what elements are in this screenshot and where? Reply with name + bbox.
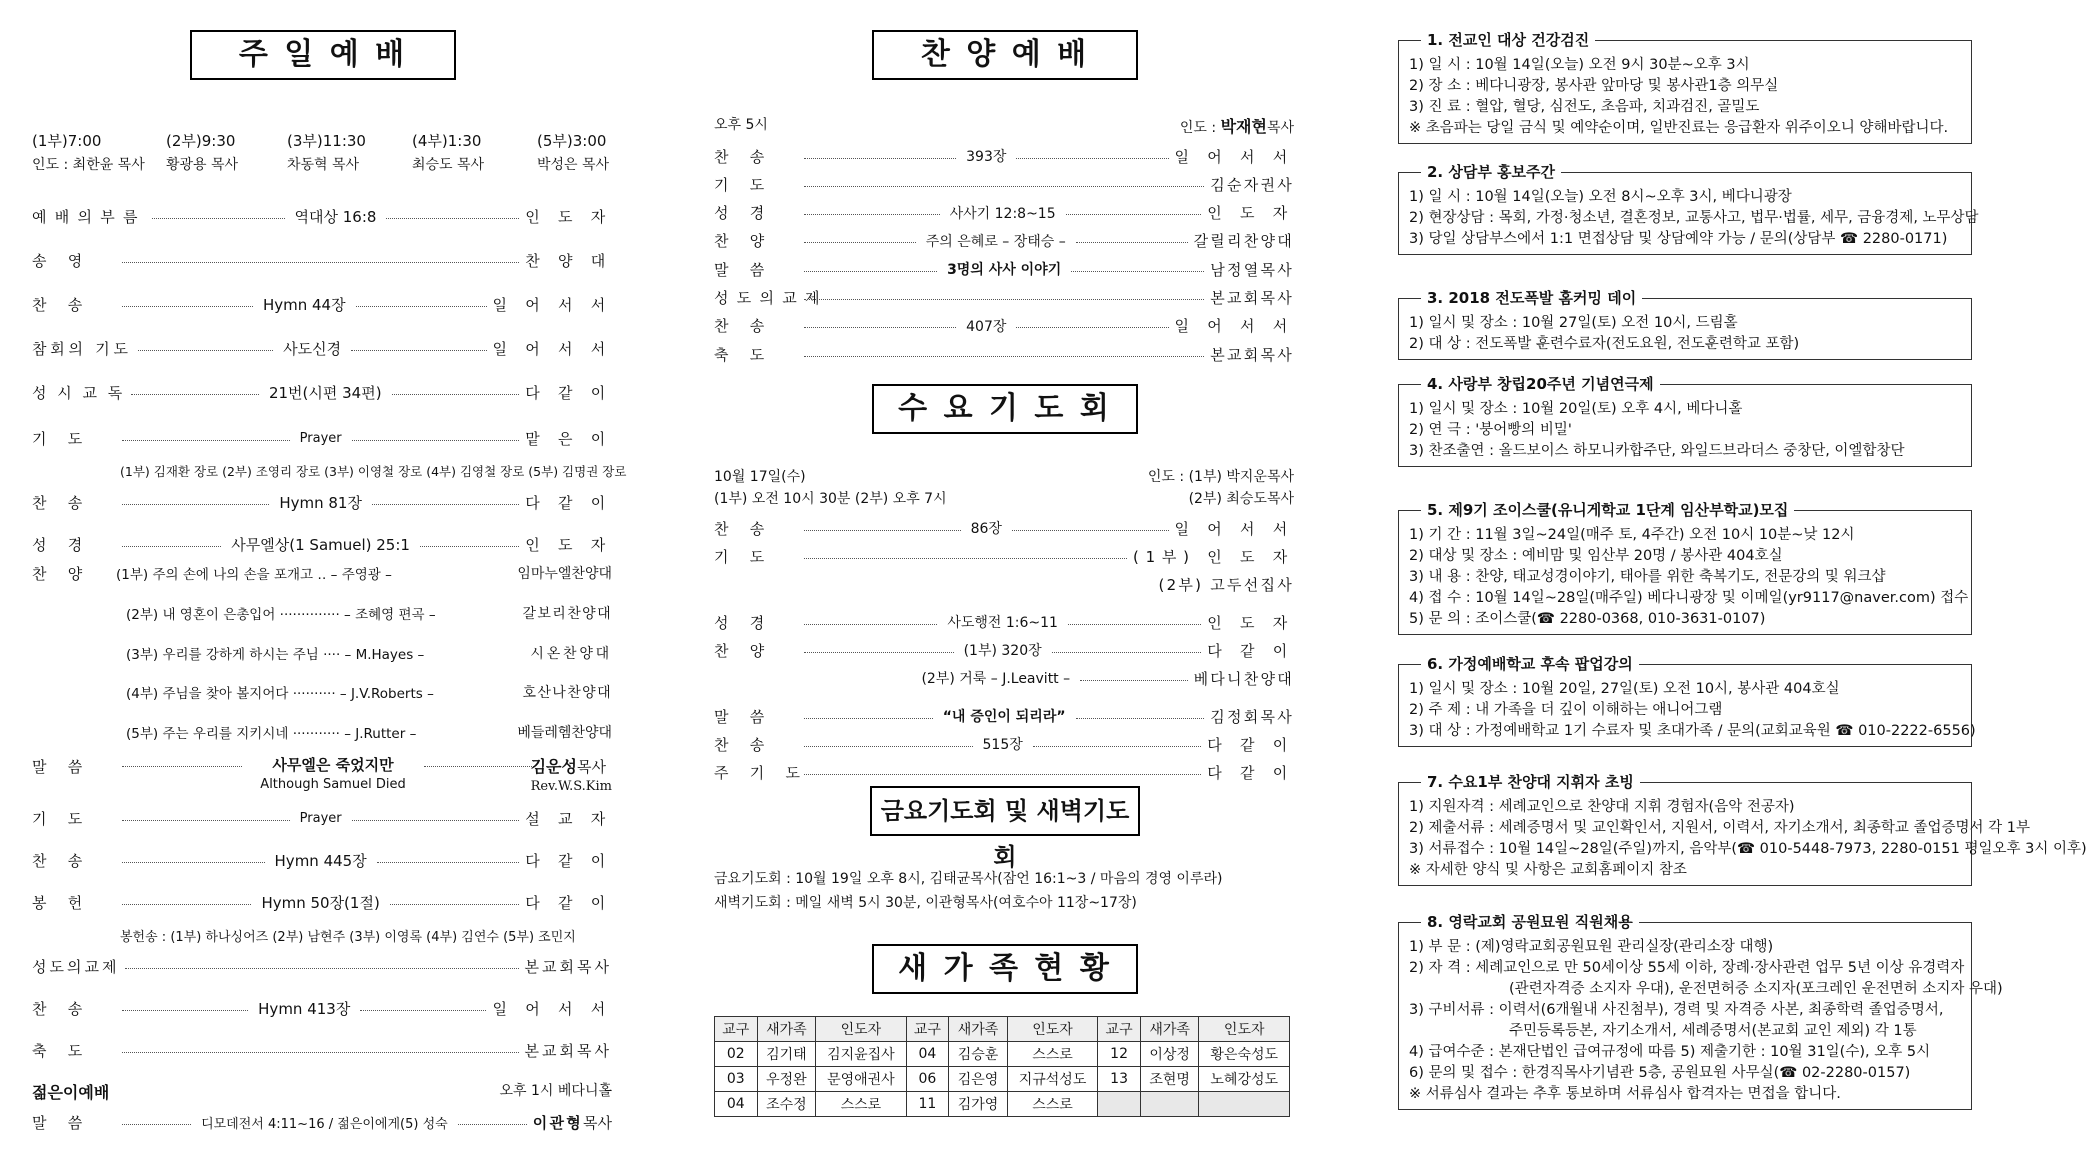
notice-line: 1) 부 문 : (제)영락교회공원묘원 관리실장(관리소장 대행) [1409, 939, 1774, 955]
order-label: 찬 송 [32, 295, 91, 314]
order-row [32, 492, 612, 512]
order-label: 찬 송 [714, 735, 773, 754]
order-role: 일 어 서 서 [492, 999, 612, 1018]
table-cell: 11 [906, 1092, 949, 1117]
praise-title: 찬 양 예 배 [872, 30, 1138, 80]
notice-box [1398, 773, 2087, 886]
order-item: Hymn 445장 [271, 850, 371, 871]
notice-line: ※ 초음파는 당일 금식 및 예약순이며, 일반진료는 응급환자 위주이오니 양해바랍니다. [1409, 120, 1949, 136]
notice-line: 4) 급여수준 : 본재단법인 급여규정에 따름 5) 제출기한 : 10월 31일(수), 오후 5시 [1409, 1044, 1931, 1060]
order-item: 393장 [962, 146, 1010, 166]
order-label: 찬 송 [32, 851, 91, 870]
table-row [715, 1067, 1290, 1092]
column-header: 인도자 [1199, 1017, 1290, 1042]
order-item: 사사기 12:8~15 [946, 203, 1060, 223]
order-item: (1부) 320장 [960, 640, 1046, 660]
notice-box [1398, 289, 1972, 360]
table-cell: 우정완 [757, 1067, 816, 1092]
notice-box [1398, 163, 1979, 255]
table-cell: 이상정 [1140, 1042, 1199, 1067]
order-row [714, 518, 1294, 538]
order-row [32, 850, 612, 870]
order-row [32, 998, 612, 1018]
order-item: Prayer [296, 811, 346, 826]
order-item: 515장 [979, 734, 1027, 754]
choir: 갈보리찬양대 [522, 606, 612, 622]
order-item: 사무엘상(1 Samuel) 25:1 [227, 534, 414, 555]
order-row [714, 231, 1294, 251]
order-row [32, 428, 612, 448]
order-role: 일 어 서 서 [1174, 519, 1295, 538]
order-item: (2부) 거룩 – J.Leavitt – [917, 668, 1074, 688]
table-cell: 조수정 [757, 1092, 816, 1117]
column-header: 인도자 [816, 1017, 907, 1042]
order-row [714, 203, 1294, 223]
order-role: 본교회목사 [524, 957, 612, 976]
notice-line: 3) 구비서류 : 이력서(6개월내 사진첨부), 경력 및 자격증 사본, 최종학력 졸업증명서, [1409, 1002, 1944, 1018]
offering-note: 봉헌송 : (1부) 하나싱어즈 (2부) 남현주 (3부) 이영록 (4부) 김연수 (5부) 조민지 [120, 930, 576, 945]
order-row [714, 574, 1294, 594]
order-row [714, 762, 1294, 782]
notice-box [1398, 913, 2003, 1110]
order-role: 일 어 서 서 [1174, 147, 1295, 166]
order-role: 찬 양 대 [525, 251, 612, 270]
order-row [32, 250, 612, 270]
praise-leader-suffix: 목사 [1266, 120, 1294, 136]
order-role: 맡 은 이 [525, 429, 613, 448]
column-header: 새가족 [757, 1017, 816, 1042]
order-role: 김정회목사 [1210, 707, 1294, 726]
order-role: 인 도 자 [525, 207, 612, 226]
notice-line: 2) 제출서류 : 세례증명서 및 교인확인서, 지원서, 이력서, 자기소개서, 최종학교 졸업증명서 각 1부 [1409, 820, 2030, 836]
praise-leader: 박재현 [1220, 117, 1267, 136]
notice-line: 1) 일시 및 장소 : 10월 27일(토) 오전 10시, 드림홀 [1409, 315, 1738, 331]
order-role: 일 어 서 서 [492, 295, 613, 314]
anthem-title: (3부) 우리를 강하게 하시는 주님 ···· – M.Hayes – [126, 647, 425, 663]
sermon-title: 사무엘은 죽었지만 [272, 756, 394, 774]
table-cell: 03 [715, 1067, 758, 1092]
order-role: 본교회목사 [1210, 345, 1294, 364]
order-item: 21번(시편 34편) [265, 382, 386, 403]
order-label: 주 기 도 [714, 763, 809, 782]
order-row [32, 892, 612, 912]
order-label: 찬 송 [714, 147, 773, 166]
service-leader: 차동혁 목사 [287, 157, 360, 173]
order-item: Hymn 44장 [259, 294, 350, 315]
order-row [714, 146, 1294, 166]
choir: 시온찬양대 [530, 646, 612, 662]
youth-title: 젊은이예배 [32, 1083, 110, 1102]
order-label: 찬 송 [32, 493, 91, 512]
sermon-dots [122, 766, 242, 767]
order-label: 봉 헌 [32, 893, 91, 912]
order-row [714, 316, 1294, 336]
friday-line: 금요기도회 : 10월 19일 오후 8시, 김태균목사(잠언 16:1~3 / 마음의 경영 이루라) [714, 871, 1223, 887]
notice-box [1398, 31, 1972, 144]
order-label: 송 영 [32, 251, 91, 270]
praise-leader-prefix: 인도 : [1179, 120, 1217, 136]
choir: 베들레헴찬양대 [517, 725, 612, 741]
order-row [32, 294, 612, 314]
table-cell: 12 [1098, 1042, 1141, 1067]
order-row [32, 534, 612, 554]
table-cell: 김기태 [757, 1042, 816, 1067]
notice-line: 1) 기 간 : 11월 3일~24일(매주 토, 4주간) 오전 10시 10분~낮 12시 [1409, 527, 1855, 543]
notice-box [1398, 501, 1972, 635]
order-label: 성도의교제 [714, 289, 828, 307]
table-cell [1199, 1092, 1290, 1117]
youth-suffix: 목사 [583, 1113, 612, 1132]
order-label: 찬 송 [714, 317, 773, 336]
order-row [714, 734, 1294, 754]
order-item: 사도신경 [279, 338, 345, 359]
table-cell: 06 [906, 1067, 949, 1092]
notice-line: 주민등록등본, 자기소개서, 세례증명서(본교회 교인 제외) 각 1통 [1509, 1023, 1917, 1039]
table-cell: 김승훈 [949, 1042, 1008, 1067]
notice-line: 2) 대 상 : 전도폭발 훈련수료자(전도요원, 전도훈련학교 포함) [1409, 336, 1800, 352]
notice-title: 6. 가정예배학교 후속 팝업강의 [1421, 653, 1639, 674]
table-cell [1098, 1092, 1141, 1117]
order-label: 참회의 기도 [32, 339, 132, 358]
sermon-subtitle: Although Samuel Died [260, 777, 406, 792]
order-item: Hymn 413장 [254, 998, 354, 1019]
order-label: 기 도 [32, 429, 91, 448]
order-role: 인 도 자 [525, 535, 613, 554]
table-cell: 04 [906, 1042, 949, 1067]
order-row [32, 206, 612, 226]
order-row [32, 956, 612, 976]
order-row [714, 612, 1294, 632]
notice-line: 5) 문 의 : 조이스쿨(☎ 2280-0368, 010-3631-0107) [1409, 611, 1766, 627]
table-cell: 김지윤집사 [816, 1042, 907, 1067]
wednesday-leader-2: (2부) 최승도목사 [1188, 491, 1294, 507]
anthem-title: (1부) 주의 손에 나의 손을 포개고 ‥ – 주영광 – [116, 567, 392, 583]
choir: 호산나찬양대 [522, 685, 612, 701]
sunday-title: 주 일 예 배 [190, 30, 456, 80]
order-role: (1부) 인 도 자 [1132, 547, 1294, 566]
service-time: (1부)7:00 [32, 132, 102, 150]
order-role: 본교회목사 [1210, 289, 1294, 307]
order-label: 찬 송 [714, 519, 773, 538]
notice-line: 2) 현장상담 : 목회, 가정·청소년, 결혼정보, 교통사고, 법무·법률, 세무, 금융경제, 노무상담 [1409, 210, 1979, 226]
table-cell: 스스로 [816, 1092, 907, 1117]
sermon-row [32, 756, 612, 796]
newfamily-table [714, 1016, 1290, 1117]
order-role: 인 도 자 [1207, 204, 1294, 223]
notice-title: 1. 전교인 대상 건강검진 [1421, 29, 1595, 50]
preacher-suffix: 목사 [576, 758, 606, 776]
order-role: 다 같 이 [1207, 735, 1295, 754]
order-role: 다 같 이 [1207, 763, 1294, 782]
order-label: 성도의교제 [32, 957, 120, 976]
column-header: 새가족 [949, 1017, 1008, 1042]
notice-line: 3) 서류접수 : 10월 14일~28일(주일)까지, 음악부(☎ 010-5448-7973, 2280-0151 평일오후 3시 이후) [1409, 841, 2087, 857]
order-row [714, 288, 1294, 308]
choir: 임마누엘찬양대 [517, 566, 612, 582]
table-cell: 지규석성도 [1007, 1067, 1098, 1092]
order-label: 말 씀 [714, 260, 773, 279]
order-label: 성 경 [714, 204, 773, 223]
service-leader: 인도 : 최한윤 목사 [32, 157, 145, 173]
notice-line: 2) 주 제 : 내 가족을 더 깊이 이해하는 애니어그램 [1409, 702, 1723, 718]
order-label: 기 도 [714, 547, 773, 566]
order-label: 예배의부름 [32, 207, 146, 226]
notice-line: 2) 장 소 : 베다니광장, 봉사관 앞마당 및 봉사관1층 의무실 [1409, 78, 1779, 94]
anthem-row [126, 722, 612, 742]
table-row [715, 1042, 1290, 1067]
order-row [714, 668, 1294, 688]
notice-line: ※ 서류심사 결과는 추후 통보하며 서류심사 합격자는 면접을 합니다. [1409, 1086, 1841, 1102]
order-label: 찬 송 [32, 999, 91, 1018]
notice-line: 1) 일 시 : 10월 14일(오늘) 오전 8시~오후 3시, 베다니광장 [1409, 189, 1792, 205]
order-item: Hymn 81장 [275, 492, 366, 513]
notice-title: 3. 2018 전도폭발 홈커밍 데이 [1421, 287, 1642, 308]
notice-title: 7. 수요1부 찬양대 지휘자 초빙 [1421, 771, 1640, 792]
notice-line: 2) 대상 및 장소 : 예비맘 및 임산부 20명 / 봉사관 404호실 [1409, 548, 1783, 564]
order-label: 찬 양 [32, 564, 91, 583]
youth-sermon: 디모데전서 4:11~16 / 젊은이에게(5) 성숙 [197, 1113, 452, 1132]
order-label: 성 시 교 독 [32, 383, 126, 402]
order-item: 역대상 16:8 [291, 206, 381, 227]
order-role: 인 도 자 [1207, 613, 1295, 632]
order-row [32, 338, 612, 358]
order-row [714, 344, 1294, 364]
order-role: 베다니찬양대 [1193, 669, 1295, 688]
notice-line: 2) 연 극 : '붕어빵의 비밀' [1409, 422, 1572, 438]
prayer-elders: (1부) 김재환 장로 (2부) 조영리 장로 (3부) 이영철 장로 (4부) 김영철 장로 (5부) 김명권 장로 [120, 464, 627, 479]
notice-line: 3) 당일 상담부스에서 1:1 면접상담 및 상담예약 가능 / 문의(상담부 ☎ 2280-0171) [1409, 231, 1948, 247]
order-row [32, 808, 612, 828]
notice-line: 1) 일시 및 장소 : 10월 20일(토) 오후 4시, 베다니홀 [1409, 401, 1743, 417]
notice-line: 3) 내 용 : 찬양, 태교성경이야기, 태아를 위한 축복기도, 전문강의 및 워크샵 [1409, 569, 1886, 585]
wednesday-date: 10월 17일(수) [714, 469, 806, 485]
dawn-line: 새벽기도회 : 메일 새벽 5시 30분, 이관형목사(여호수아 11장~17장) [714, 895, 1137, 911]
order-label: 축 도 [32, 1041, 91, 1060]
order-role: 남정열목사 [1210, 260, 1294, 279]
order-label: 성 경 [32, 535, 91, 554]
wednesday-leader-1: 인도 : (1부) 박지운목사 [1147, 469, 1294, 485]
anthem-title: (4부) 주님을 찾아 볼지어다 ·········· – J.V.Roberts – [126, 686, 434, 702]
service-leader: 최승도 목사 [412, 157, 485, 173]
order-row [32, 1040, 612, 1060]
service-times [32, 130, 612, 174]
order-label: 성 경 [714, 613, 773, 632]
column-header: 인도자 [1007, 1017, 1098, 1042]
table-cell: 문영애권사 [816, 1067, 907, 1092]
service-time: (3부)11:30 [287, 132, 366, 150]
service-time: (5부)3:00 [537, 132, 607, 150]
anthem-title: (5부) 주는 우리를 지키시네 ··········· – J.Rutter – [126, 726, 417, 742]
order-row [714, 640, 1294, 660]
wednesday-times: (1부) 오전 10시 30분 (2부) 오후 7시 [714, 491, 947, 507]
notice-box [1398, 655, 1976, 747]
service-time: (4부)1:30 [412, 132, 482, 150]
youth-preacher: 이관형 [532, 1113, 584, 1132]
order-row [714, 546, 1294, 566]
order-label: 말 씀 [32, 758, 91, 776]
youth-header [32, 1080, 612, 1102]
sermon-dots [424, 766, 534, 767]
order-role: 김순자권사 [1210, 175, 1294, 194]
table-cell: 조현명 [1140, 1067, 1199, 1092]
order-item: 86장 [967, 518, 1006, 538]
praise-time: 오후 5시 [714, 117, 768, 133]
preacher-name: 김운성 [530, 757, 577, 776]
notice-line: 1) 일시 및 장소 : 10월 20일, 27일(토) 오전 10시, 봉사관 404호실 [1409, 681, 1840, 697]
order-item: 3명의 사사 이야기 [943, 259, 1065, 279]
order-item: “내 증인이 되리라” [939, 706, 1070, 726]
order-role: 설 교 자 [525, 809, 613, 828]
order-row [714, 259, 1294, 279]
anthem-title: (2부) 내 영혼이 은총입어 ·············· – 조혜영 편곡 – [126, 607, 436, 623]
notice-title: 2. 상담부 홍보주간 [1421, 161, 1561, 182]
order-role: 다 같 이 [525, 893, 612, 912]
table-row [715, 1092, 1290, 1117]
table-cell: 황은숙성도 [1199, 1042, 1290, 1067]
youth-row [32, 1112, 612, 1132]
order-label: 찬 양 [714, 232, 773, 251]
notice-title: 5. 제9기 조이스쿨(유니게학교 1단계 임산부학교)모집 [1421, 499, 1794, 520]
anthem-row [126, 603, 612, 623]
wednesday-header [714, 466, 1294, 508]
notice-line: 2) 자 격 : 세례교인으로 만 50세이상 55세 이하, 장례·장사관련 업무 5년 이상 유경력자 [1409, 960, 1965, 976]
service-leader: 박성은 목사 [537, 157, 610, 173]
table-cell: 스스로 [1007, 1092, 1098, 1117]
notice-box [1398, 375, 1972, 467]
table-cell: 노혜강성도 [1199, 1067, 1290, 1092]
order-item: Prayer [296, 431, 346, 446]
table-cell [1140, 1092, 1199, 1117]
notice-line: 3) 대 상 : 가정예배학교 1기 수료자 및 초대가족 / 문의(교회교육원 ☎ 010-2222-6556) [1409, 723, 1976, 739]
order-label: 축 도 [714, 345, 773, 364]
order-role: 다 같 이 [525, 383, 613, 402]
order-role: 다 같 이 [525, 851, 612, 870]
order-role: 일 어 서 서 [1174, 317, 1295, 336]
order-role: 갈릴리찬양대 [1193, 232, 1295, 251]
anthem-row [126, 643, 612, 663]
notice-line: 1) 일 시 : 10월 14일(오늘) 오전 9시 30분~오후 3시 [1409, 57, 1750, 73]
order-label: 기 도 [714, 175, 773, 194]
table-cell: 13 [1098, 1067, 1141, 1092]
wednesday-title: 수 요 기 도 회 [872, 384, 1138, 434]
column-header: 새가족 [1140, 1017, 1199, 1042]
order-row [32, 382, 612, 402]
notice-line: 1) 지원자격 : 세례교인으로 찬양대 지휘 경험자(음악 전공자) [1409, 799, 1795, 815]
order-item: 407장 [962, 316, 1010, 336]
column-header: 교구 [715, 1017, 758, 1042]
table-cell: 02 [715, 1042, 758, 1067]
order-label: 찬 양 [714, 641, 773, 660]
notice-line: ※ 자세한 양식 및 사항은 교회홈페이지 참조 [1409, 862, 1687, 878]
notice-line: 4) 접 수 : 10월 14일~28일(매주일) 베다니광장 및 이메일(yr9117@naver.com) 접수 [1409, 590, 1969, 606]
order-role: 다 같 이 [1207, 641, 1295, 660]
notice-line: (관련자격증 소지자 우대), 운전면허증 소지자(포크레인 운전면허 소지자 우대) [1509, 981, 2003, 997]
anthem-row [32, 563, 612, 583]
notice-title: 4. 사랑부 창립20주년 기념연극제 [1421, 373, 1660, 394]
order-item: 주의 은혜로 – 장태승 – [922, 231, 1070, 251]
friday-title: 금요기도회 및 새벽기도회 [870, 786, 1140, 836]
order-role: 다 같 이 [525, 493, 613, 512]
table-cell: 김은영 [949, 1067, 1008, 1092]
order-item: Hymn 50장(1절) [257, 892, 383, 913]
praise-header [714, 114, 1294, 134]
service-time: (2부)9:30 [166, 132, 236, 150]
order-role: (2부) 고두선집사 [1158, 575, 1294, 594]
notice-line: 6) 문의 및 접수 : 한경직목사기념관 5층, 공원묘원 사무실(☎ 02-2280-0157) [1409, 1065, 1911, 1081]
anthem-row [126, 682, 612, 702]
notice-title: 8. 영락교회 공원묘원 직원채용 [1421, 911, 1639, 932]
service-leader: 황광용 목사 [166, 157, 239, 173]
table-cell: 김가영 [949, 1092, 1008, 1117]
notice-line: 3) 찬조출연 : 올드보이스 하모니카합주단, 와일드브라더스 중창단, 이엘합창단 [1409, 443, 1905, 459]
order-row [714, 706, 1294, 726]
table-cell: 스스로 [1007, 1042, 1098, 1067]
column-header: 교구 [1098, 1017, 1141, 1042]
order-role: 일 어 서 서 [492, 339, 613, 358]
column-header: 교구 [906, 1017, 949, 1042]
table-cell: 04 [715, 1092, 758, 1117]
youth-time: 오후 1시 베다니홀 [499, 1083, 612, 1099]
order-label: 말 씀 [714, 707, 773, 726]
order-label: 말 씀 [32, 1113, 91, 1132]
order-row [714, 174, 1294, 194]
newfamily-title: 새 가 족 현 황 [872, 944, 1138, 994]
preacher-en: Rev.W.S.Kim [530, 779, 612, 794]
order-role: 본교회목사 [524, 1041, 612, 1060]
order-label: 기 도 [32, 809, 91, 828]
order-item: 사도행전 1:6~11 [943, 612, 1062, 632]
notice-line: 3) 진 료 : 혈압, 혈당, 심전도, 초음파, 치과검진, 골밀도 [1409, 99, 1760, 115]
